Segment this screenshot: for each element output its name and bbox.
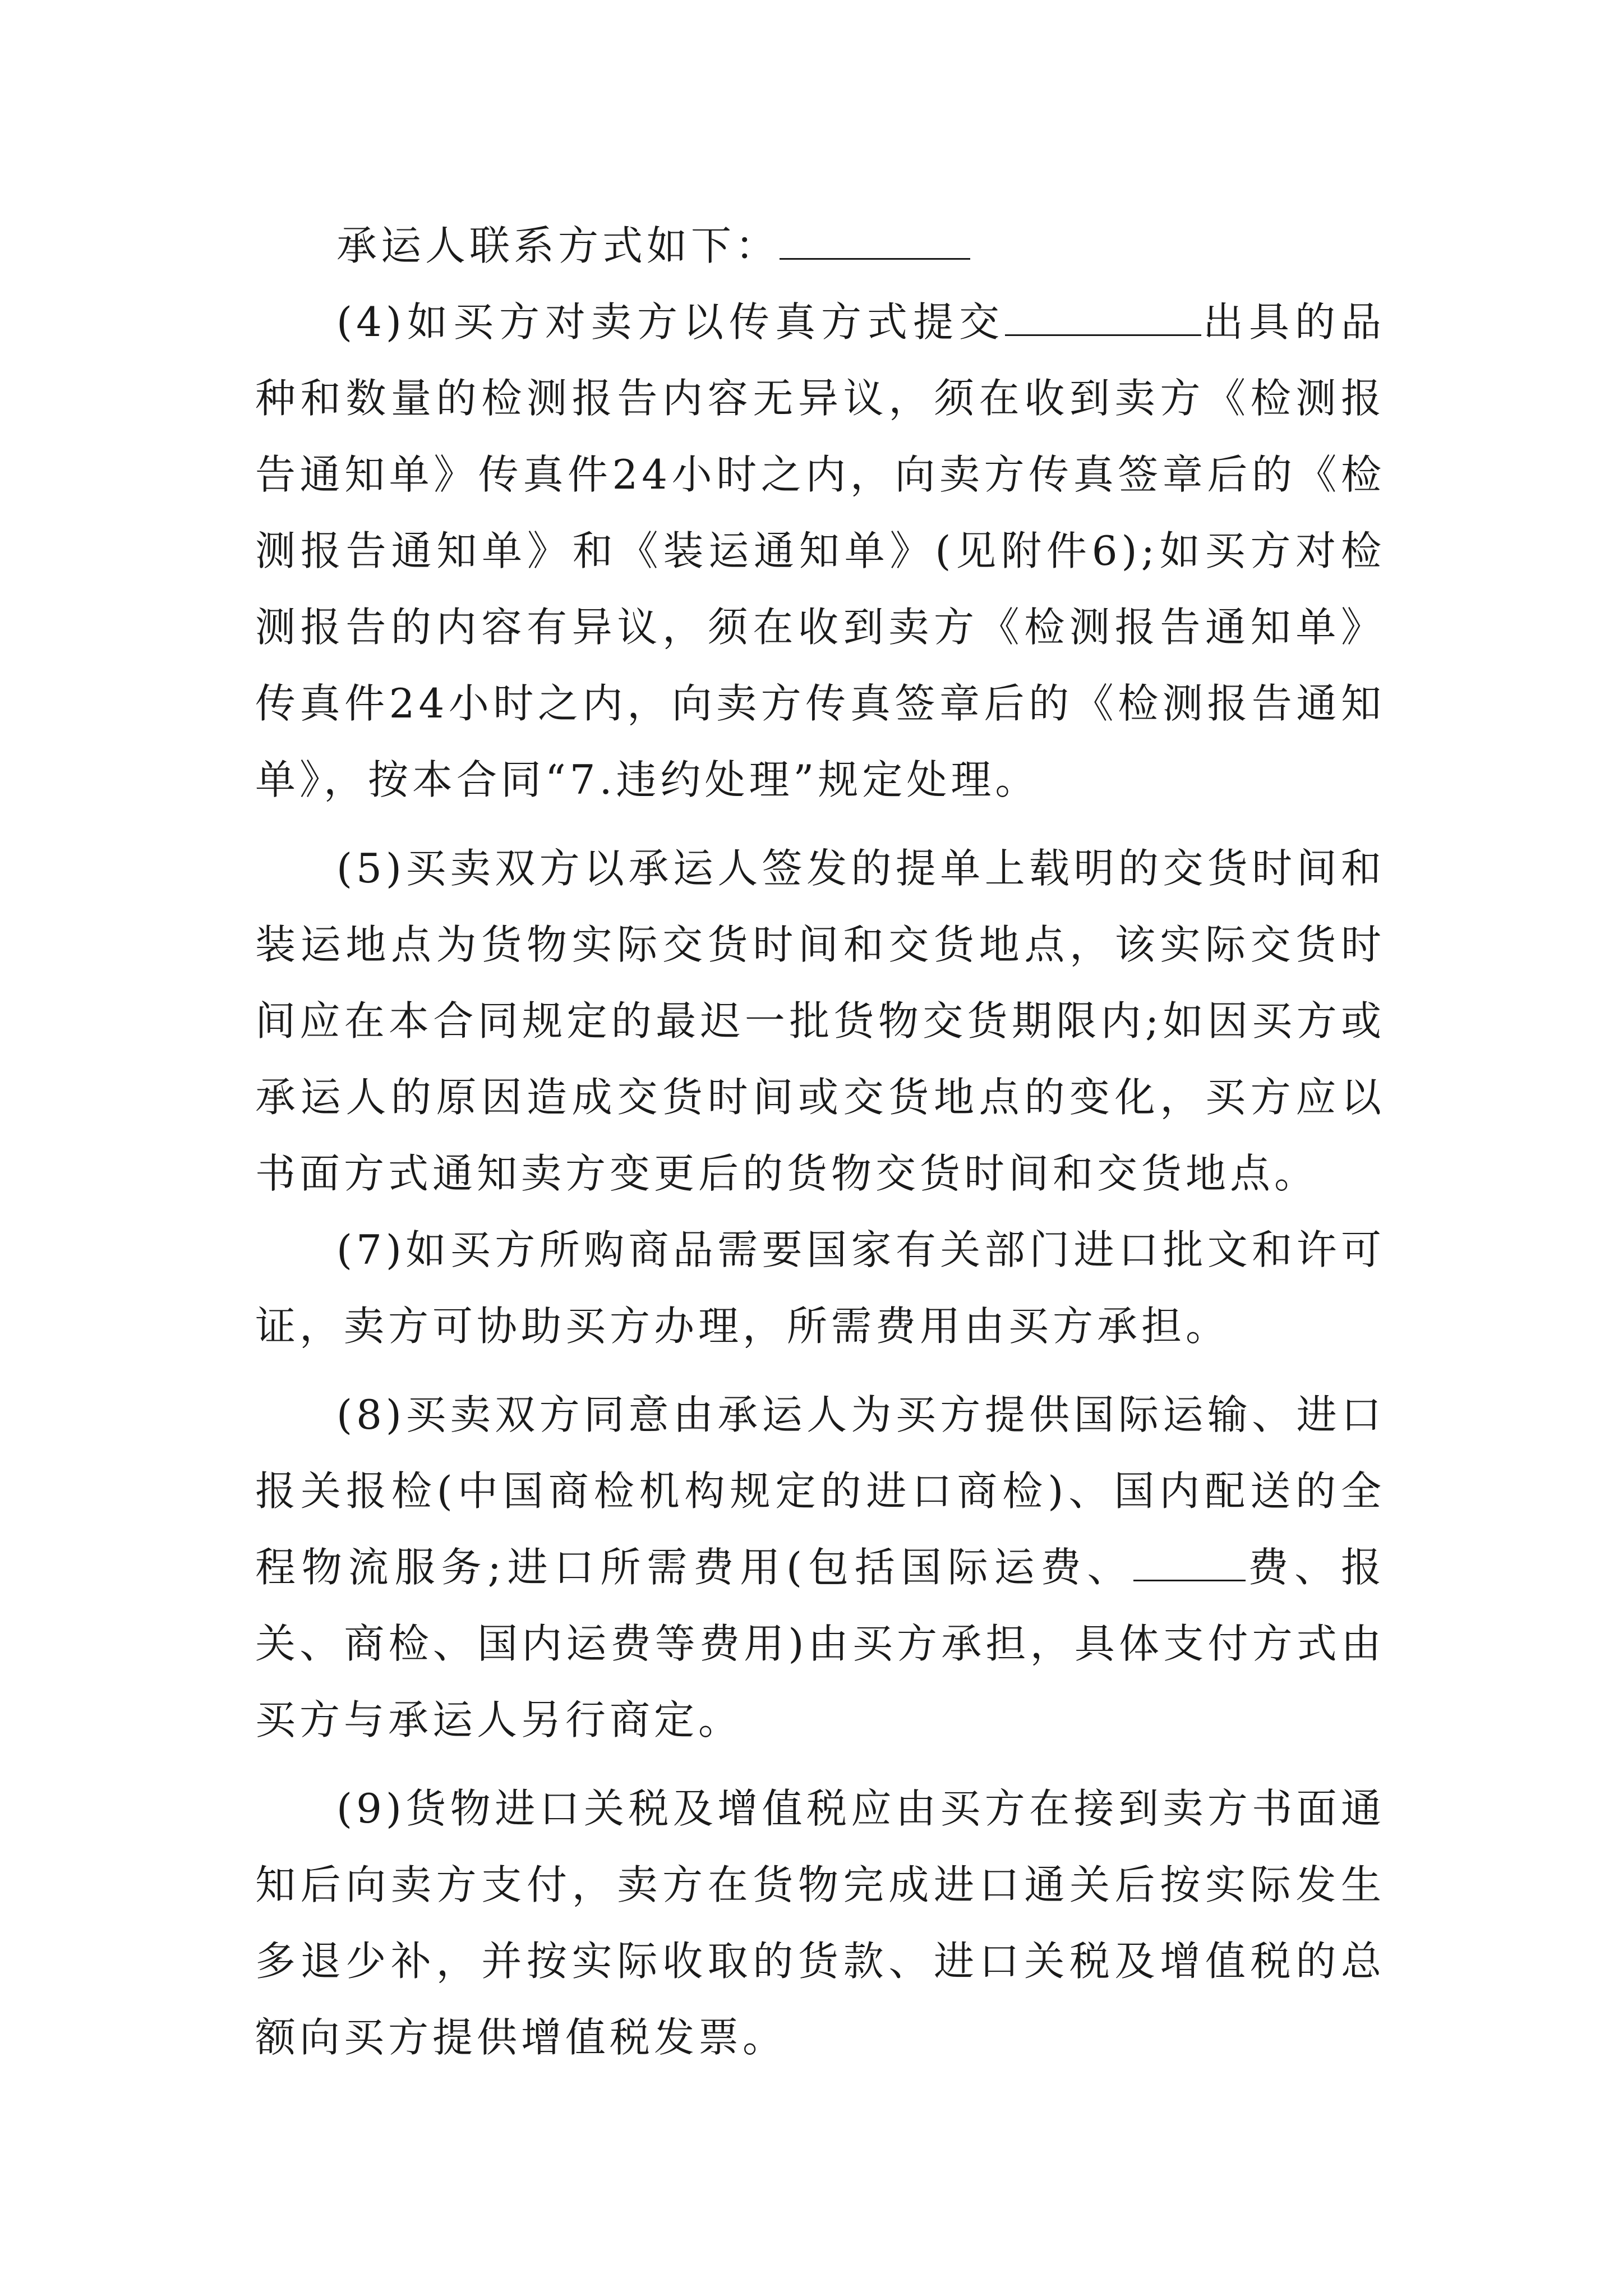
item-9-paragraph: (9)货物进口关税及增值税应由买方在接到卖方书面通知后向卖方支付，卖方在货物完成进口通关后按实际发生多退少补，并按实际收取的货款、进口关税及增值税的总额向买方提供增值税发票。 <box>255 1785 1385 2061</box>
item-5-paragraph: (5)买卖双方以承运人签发的提单上载明的交货时间和装运地点为货物实际交货时间和交货地点，该实际交货时间应在本合同规定的最迟一批货物交货期限内;如因买方或承运人的原因造成交货时间或交货地点的变化，买方应以书面方式通知卖方变更后的货物交货时间和交货地点。 <box>255 845 1385 1197</box>
document-page <box>255 0 1385 2076</box>
carrier-contact-paragraph <box>255 208 1385 284</box>
item-4-blank <box>1005 301 1201 336</box>
item-8-text-before: (8)买卖双方同意由承运人为买方提供国际运输、进口报关报检(中国商检机构规定的进口商检)、国内配送的全程物流服务;进口所需费用(包括国际运费、 <box>255 1391 1385 1591</box>
item-8-paragraph <box>255 1377 1385 1758</box>
item-4-paragraph <box>255 284 1385 818</box>
item-8-text-after: 费、报关、商检、国内运费等费用)由买方承担，具体支付方式由买方与承运人另行商定。 <box>255 1544 1385 1743</box>
carrier-contact-blank <box>780 224 970 260</box>
item-7-paragraph: (7)如买方所购商品需要国家有关部门进口批文和许可证，卖方可协助买方办理，所需费用由买方承担。 <box>255 1226 1385 1350</box>
item-8-blank <box>1133 1546 1246 1581</box>
carrier-contact-text: 承运人联系方式如下： <box>336 222 780 269</box>
item-4-text-before: (4)如买方对卖方以传真方式提交 <box>336 298 1005 346</box>
item-4-text-after: 出具的品种和数量的检测报告内容无异议，须在收到卖方《检测报告通知单》传真件24小时之内，向卖方传真签章后的《检测报告通知单》和《装运通知单》(见附件6);如买方对检测报告的内容有异议，须在收到卖方《检测报告通知单》传真件24小时之内，向卖方传真签章后的《检测报告通知单》，按本合同“7.违约处理”规定处理。 <box>255 298 1385 803</box>
